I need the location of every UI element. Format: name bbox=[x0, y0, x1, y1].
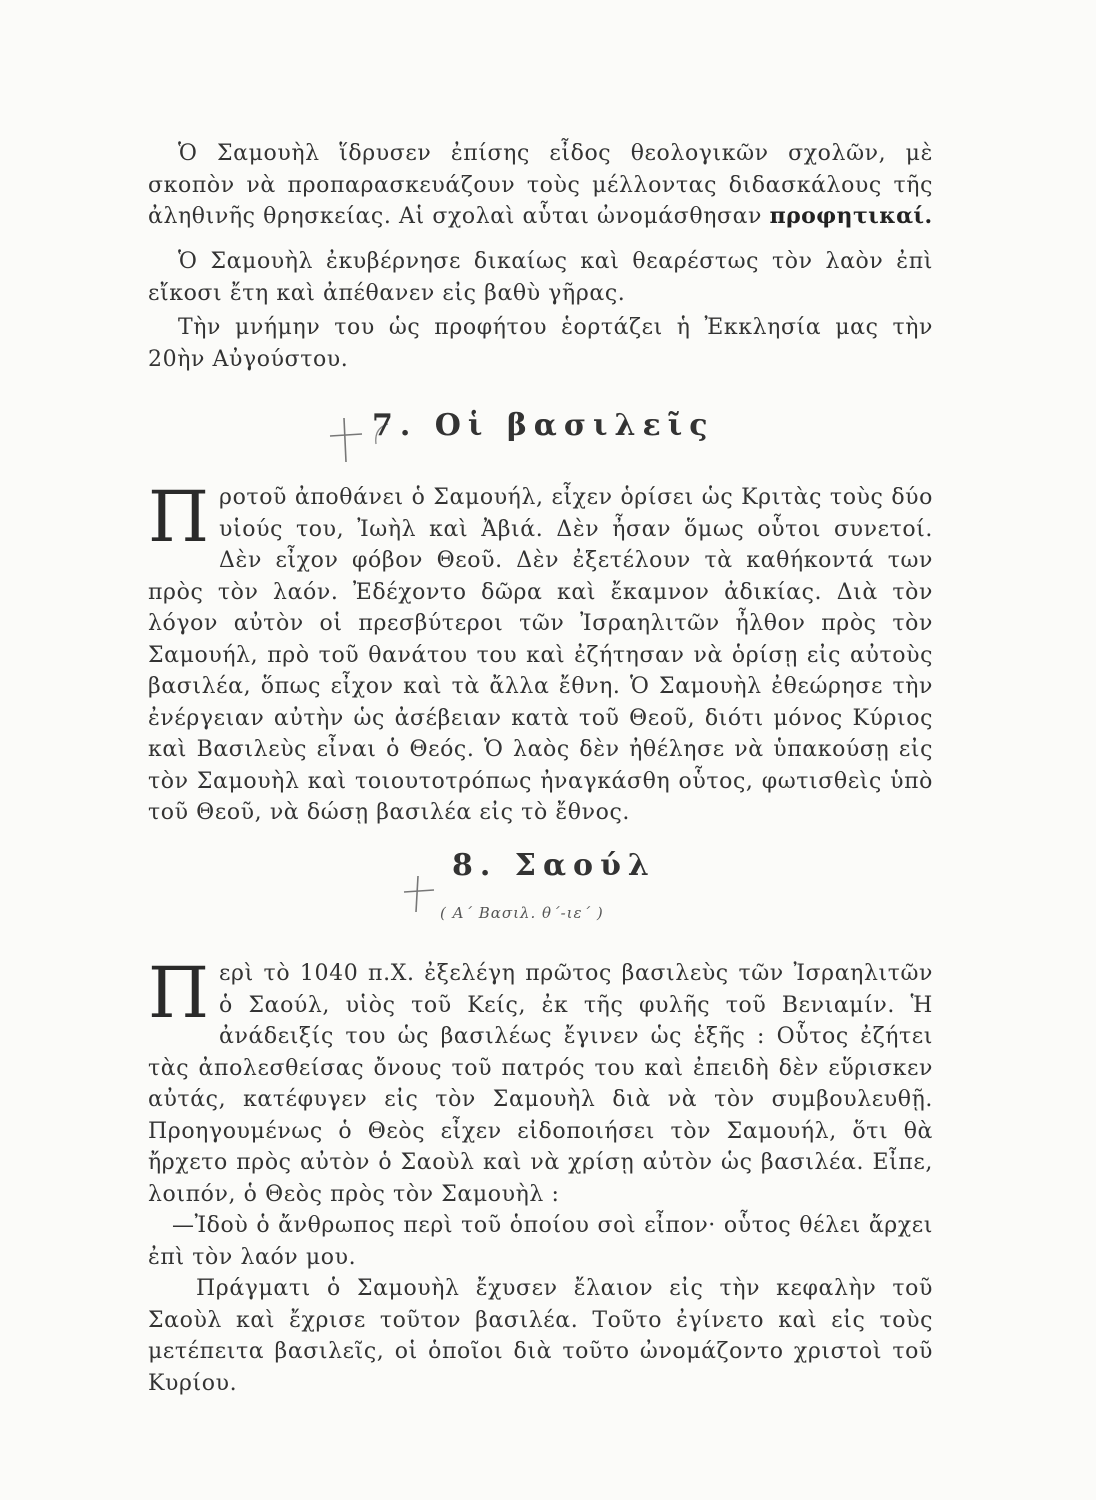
section-8-quote: —Ἰδοὺ ὁ ἄνθρωπος περὶ τοῦ ὁποίου σοὶ εἶπον· οὗτος θέλει ἄρχει ἐπὶ τὸν λαόν μου. bbox=[148, 1213, 933, 1270]
section-7-body bbox=[148, 476, 933, 829]
section-8-paragraph-2: Πράγματι ὁ Σαμουὴλ ἔχυσεν ἔλαιον εἰς τὴν κεφαλὴν τοῦ Σαοὺλ καὶ ἔχρισε τοῦτον βασιλέα. Τοῦτο ἐγίνετο καὶ εἰς τοὺς μετέπειτα βασιλεῖς, οἱ ὁποῖοι διὰ τοῦτο ὠνομάζοντο χριστοὶ τοῦ Κυρίου. bbox=[148, 1276, 933, 1396]
handwritten-cross-mark-2 bbox=[398, 872, 442, 918]
section-8-body bbox=[148, 952, 933, 1399]
section-7-heading: 7. Οἱ βασιλεῖς bbox=[372, 408, 715, 443]
intro-paragraph-2: Ὁ Σαμουὴλ ἐκυβέρνησε δικαίως καὶ θεαρέστως τὸν λαὸν ἐπὶ εἴκοσι ἔτη καὶ ἀπέθανεν εἰς βαθὺ γῆρας. bbox=[148, 249, 933, 306]
section-8-heading: 8. Σαούλ bbox=[452, 848, 656, 883]
section-8-reference: ( Α΄ Βασιλ. θ΄-ιε΄ ) bbox=[440, 904, 604, 922]
intro-paragraph-1-text: Ὁ Σαμουὴλ ἵδρυσεν ἐπίσης εἶδος θεολογικῶν σχολῶν, μὲ σκοπὸν νὰ προπαρασκευάζουν τοὺς μέλλοντας διδασκάλους τῆς ἀληθινῆς θρησκείας. Αἱ σχολαὶ αὗται ὠνομάσθησαν bbox=[148, 141, 933, 229]
section-7-text: ροτοῦ ἀποθάνει ὁ Σαμουήλ, εἶχεν ὁρίσει ὡς Κριτὰς τοὺς δύο υἱούς του, Ἰωὴλ καὶ Ἀβιά. Δὲν ἦσαν ὅμως οὗτοι συνετοί. Δὲν εἶχον φόβον Θεοῦ. Δὲν ἐξετέλουν τὰ καθήκοντά των πρὸς τὸν λαόν. Ἐδέχοντο δῶρα καὶ ἔκαμνον ἀδικίας. Διὰ τὸν λόγον αὐτὸν οἱ πρεσβύτεροι τῶν Ἰσραηλιτῶν ἦλθον πρὸς τὸν Σαμουήλ, πρὸ τοῦ θανάτου του καὶ ἐζήτησαν νὰ ὁρίσῃ εἰς αὐτοὺς βασιλέα, ὅπως εἶχον καὶ τὰ ἄλλα ἔθνη. Ὁ Σαμουὴλ ἐθεώρησε τὴν ἐνέργειαν αὐτὴν ὡς ἀσέβειαν κατὰ τοῦ Θεοῦ, διότι μόνος Κύριος καὶ Βασιλεὺς εἶναι ὁ Θεός. Ὁ λαὸς δὲν ἠθέλησε νὰ ὑπακούσῃ εἰς τὸν Σαμουὴλ καὶ τοιουτοτρόπως ἠναγκάσθη οὗτος, φωτισθεὶς ὑπὸ τοῦ Θεοῦ, νὰ δώσῃ βασιλέα εἰς τὸ ἔθνος. bbox=[148, 485, 933, 825]
section-8-dropcap: Π bbox=[148, 952, 210, 1034]
section-8-text: ερὶ τὸ 1040 π.Χ. ἐξελέγη πρῶτος βασιλεὺς τῶν Ἰσραηλιτῶν ὁ Σαούλ, υἱὸς τοῦ Κείς, ἐκ τῆς φυλῆς τοῦ Βενιαμίν. Ἡ ἀνάδειξίς του ὡς βασιλέως ἔγινεν ὡς ἑξῆς : Οὗτος ἐζήτει τὰς ἀπολεσθείσας ὄνους τοῦ πατρός του καὶ ἐπειδὴ δὲν εὕρισκεν αὐτάς, κατέφυγεν εἰς τὸν Σαμουὴλ διὰ νὰ τὸν συμβουλευθῇ. Προηγουμένως ὁ Θεὸς εἶχεν εἰδοποιήσει τὸν Σαμουήλ, ὅτι θὰ ἤρχετο πρὸς αὐτὸν ὁ Σαοὺλ καὶ νὰ χρίσῃ αὐτὸν ὡς βασιλέα. Εἶπε, λοιπόν, ὁ Θεὸς πρὸς τὸν Σαμουὴλ : bbox=[148, 961, 933, 1207]
section-7-dropcap: Π bbox=[148, 476, 210, 558]
intro-paragraph-1 bbox=[148, 138, 933, 233]
intro-paragraph-3: Τὴν μνήμην του ὡς προφήτου ἑορτάζει ἡ Ἐκκλησία μας τὴν 20ὴν Αὐγούστου. bbox=[148, 315, 933, 372]
intro-paragraph-1-bold-term: προφητικαί. bbox=[769, 203, 933, 229]
